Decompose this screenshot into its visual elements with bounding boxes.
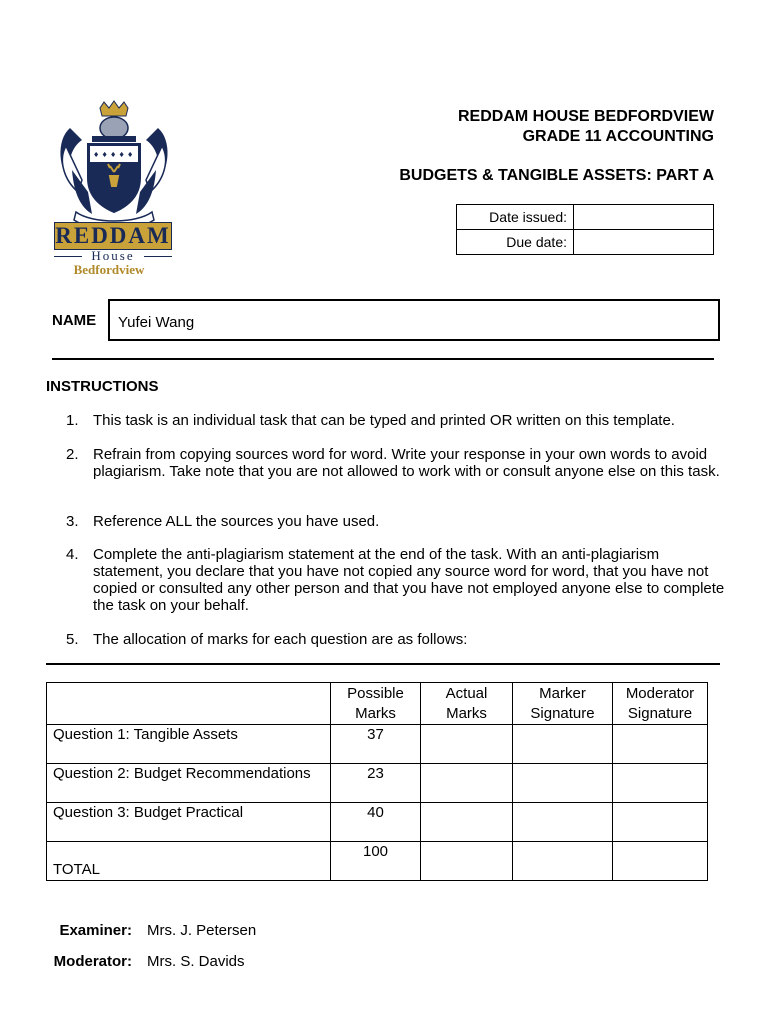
task-title: BUDGETS & TANGIBLE ASSETS: PART A: [399, 167, 714, 184]
question-cell: Question 1: Tangible Assets: [47, 725, 331, 764]
moderator-name: Mrs. S. Davids: [147, 953, 245, 970]
moderator-signature-cell[interactable]: [613, 764, 708, 803]
actual-marks-cell[interactable]: [421, 803, 513, 842]
header-blank-cell: [47, 683, 331, 725]
logo-house-text: House: [54, 248, 172, 264]
instruction-text: Refrain from copying sources word for word. Write your response in your own words to avoid plagiarism. Take note that you are not allowed to work with or consult anyone else on this task.: [93, 446, 720, 480]
instruction-item: [66, 446, 726, 480]
name-field[interactable]: Yufei Wang: [108, 299, 720, 341]
instruction-item: [66, 546, 726, 614]
header-marker-signature: [513, 683, 613, 725]
total-label-cell: [47, 842, 331, 881]
header-text: Marks: [446, 705, 487, 722]
divider: [52, 358, 714, 360]
actual-marks-cell[interactable]: [421, 725, 513, 764]
header-text: Moderator: [625, 685, 695, 702]
instruction-text: Complete the anti-plagiarism statement at the end of the task. With an anti-plagiarism statement, you declare that you have not copied any source word for word, that you have not copied or consulted any other person and that you have not employed anyone else to complete the task on your behalf.: [93, 546, 725, 614]
actual-marks-cell[interactable]: [421, 764, 513, 803]
instruction-number: 4.: [66, 546, 79, 563]
header-text: Marker: [539, 685, 586, 702]
due-date-label: Due date:: [457, 230, 574, 255]
total-marker-cell[interactable]: [513, 842, 613, 881]
marker-signature-cell[interactable]: [513, 725, 613, 764]
instruction-text: Reference ALL the sources you have used.: [93, 513, 380, 530]
examiner-label: Examiner:: [59, 922, 132, 939]
total-possible-cell: 100: [331, 842, 421, 881]
due-date-field[interactable]: [574, 230, 714, 255]
divider: [46, 663, 720, 665]
header-moderator-signature: [613, 683, 708, 725]
header-text: Signature: [627, 705, 693, 722]
svg-text:♦ ♦ ♦ ♦ ♦: ♦ ♦ ♦ ♦ ♦: [93, 151, 134, 159]
table-header-row: [47, 683, 708, 725]
total-row: [47, 842, 708, 881]
table-row: [47, 764, 708, 803]
dates-table: [456, 204, 714, 255]
instruction-number: 1.: [66, 412, 79, 429]
possible-marks-cell: 23: [331, 764, 421, 803]
header-actual-marks: [421, 683, 513, 725]
marker-signature-cell[interactable]: [513, 764, 613, 803]
logo-location-text: Bedfordview: [73, 262, 145, 277]
instruction-item: [66, 513, 726, 530]
instruction-text: This task is an individual task that can be typed and printed OR written on this template.: [93, 412, 675, 429]
marks-allocation-table: [46, 682, 708, 881]
instruction-item: [66, 631, 726, 648]
possible-marks-cell: 40: [331, 803, 421, 842]
moderator-label: Moderator:: [53, 953, 132, 970]
header-text: Signature: [530, 705, 595, 722]
question-cell: Question 2: Budget Recommendations: [47, 764, 331, 803]
moderator-signature-cell[interactable]: [613, 803, 708, 842]
table-row: [47, 725, 708, 764]
instruction-number: 3.: [66, 513, 79, 530]
school-name: REDDAM HOUSE BEDFORDVIEW: [457, 108, 714, 125]
total-moderator-cell[interactable]: [613, 842, 708, 881]
instruction-number: 2.: [66, 446, 79, 463]
header-text: Possible: [347, 685, 404, 702]
instruction-item: [66, 412, 726, 429]
instructions-heading: INSTRUCTIONS: [46, 378, 159, 395]
subject-title: GRADE 11 ACCOUNTING: [522, 128, 714, 145]
name-label: NAME: [52, 312, 97, 329]
question-cell: Question 3: Budget Practical: [47, 803, 331, 842]
header-text: Actual: [445, 685, 488, 702]
marker-signature-cell[interactable]: [513, 803, 613, 842]
total-actual-cell[interactable]: [421, 842, 513, 881]
possible-marks-cell: 37: [331, 725, 421, 764]
examiner-name: Mrs. J. Petersen: [147, 922, 257, 939]
logo-wordmark: REDDAM: [55, 223, 171, 248]
table-row: [47, 803, 708, 842]
moderator-signature-cell[interactable]: [613, 725, 708, 764]
instruction-text: The allocation of marks for each question are as follows:: [93, 631, 468, 648]
date-issued-label: Date issued:: [457, 205, 574, 230]
header-text: Marks: [355, 705, 396, 722]
date-issued-field[interactable]: [574, 205, 714, 230]
instruction-number: 5.: [66, 631, 79, 648]
header-possible-marks: [331, 683, 421, 725]
total-label: TOTAL: [53, 861, 100, 878]
